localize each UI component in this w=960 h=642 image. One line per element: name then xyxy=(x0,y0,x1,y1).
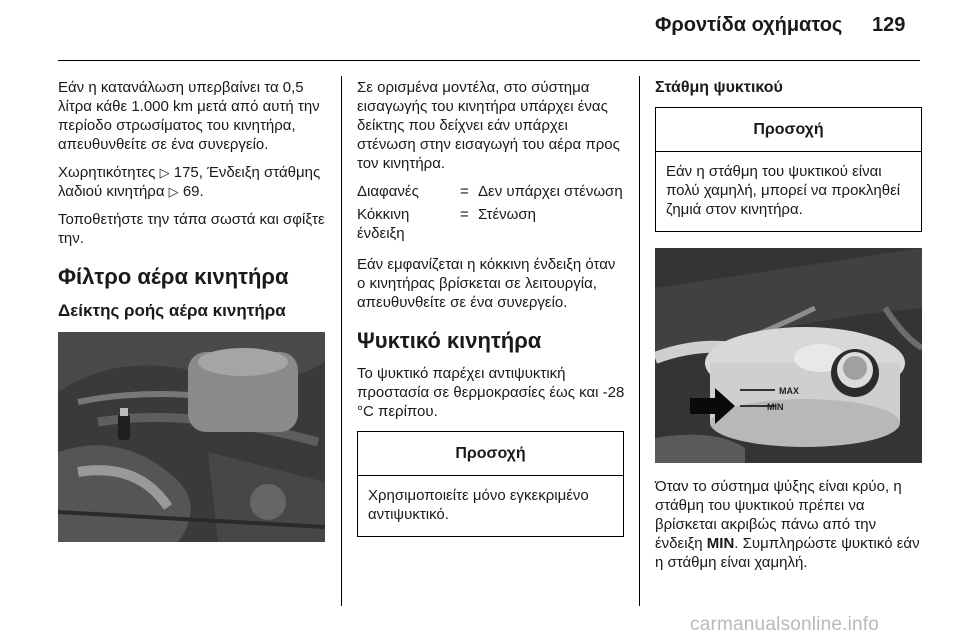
min-mark-label: MIN xyxy=(767,402,784,412)
header-divider xyxy=(58,60,920,61)
page-header-title: Φροντίδα οχήματος xyxy=(655,14,843,36)
air-filter-heading: Φίλτρο αέρα κινητήρα xyxy=(58,264,289,289)
page-ref-arrow-icon: ▷ xyxy=(159,165,170,180)
coolant-level-heading: Στάθμη ψυκτικού xyxy=(655,79,783,96)
coolant-level-text: Όταν το σύστημα ψύξης είναι κρύο, η στάθμη του ψυκτικού πρέπει να βρίσκεται ακριβώς πάνω από την ένδειξη xyxy=(655,478,902,552)
air-flow-indicator-photo xyxy=(58,332,325,542)
capacities-text: Χωρητικότητες xyxy=(58,164,160,181)
page-ref-arrow-icon: ▷ xyxy=(168,184,179,199)
definition-term: Κόκκινη ένδειξη xyxy=(357,206,410,242)
coolant-topup-text: . Συμπληρώστε ψυκτικό εάν η στάθμη είναι χαμηλή. xyxy=(655,535,920,571)
warning-title: Προσοχή xyxy=(656,108,921,152)
definition-row xyxy=(357,205,627,243)
oil-level-indicator-text: , Ένδειξη στάθμης λαδιού κινητήρα xyxy=(58,164,321,200)
definition-equals: = xyxy=(460,206,469,223)
coolant-reservoir-photo xyxy=(655,248,922,463)
coolant-warning-box xyxy=(357,431,624,537)
min-mark-bold: MIN xyxy=(706,535,735,552)
page-ref-175[interactable]: 175 xyxy=(173,164,199,181)
warning-title: Προσοχή xyxy=(358,432,623,476)
red-indicator-paragraph: Εάν εμφανίζεται η κόκκινη ένδειξη όταν ο κινητήρας βρίσκεται σε λειτουργία, απευθυνθείτε σε ένα συνεργείο. xyxy=(357,256,616,311)
warning-body: Εάν η στάθμη του ψυκτικού είναι πολύ χαμηλή, μπορεί να προκληθεί ζημιά στον κινητήρα. xyxy=(666,163,901,218)
definition-value: Δεν υπάρχει στένωση xyxy=(478,183,623,200)
column-divider-2 xyxy=(639,76,640,606)
indicator-definition-list xyxy=(357,182,627,243)
engine-coolant-heading: Ψυκτικό κινητήρα xyxy=(357,328,542,353)
column-1 xyxy=(58,78,328,542)
definition-equals: = xyxy=(460,183,469,200)
page-number: 129 xyxy=(872,14,906,36)
page-ref-69[interactable]: 69. xyxy=(182,183,204,200)
definition-row xyxy=(357,182,627,201)
column-3 xyxy=(655,78,925,581)
site-watermark: carmanualsonline.info xyxy=(690,614,880,635)
coolant-level-warning-box xyxy=(655,107,922,232)
column-2 xyxy=(357,78,627,549)
max-mark-label: MAX xyxy=(779,386,799,396)
cap-instruction-paragraph: Τοποθετήστε την τάπα σωστά και σφίξτε την. xyxy=(58,211,325,247)
definition-value: Στένωση xyxy=(478,206,536,223)
indicator-description-paragraph: Σε ορισμένα μοντέλα, στο σύστημα εισαγωγής του κινητήρα υπάρχει ένας δείκτης που δείχνει εάν υπάρχει στένωση στην εισαγωγή του αέρα προς τον κινητήρα. xyxy=(357,79,620,172)
oil-consumption-paragraph: Εάν η κατανάλωση υπερβαίνει τα 0,5 λίτρα κάθε 1.000 km μετά από αυτή την περίοδο στρωσίματος του κινητήρα, απευθυνθείτε σε ένα συνεργείο. xyxy=(58,79,320,153)
column-divider-1 xyxy=(341,76,342,606)
warning-body: Χρησιμοποιείτε μόνο εγκεκριμένο αντιψυκτικό. xyxy=(368,487,589,523)
coolant-level-paragraph xyxy=(655,477,925,572)
coolant-protection-paragraph: Το ψυκτικό παρέχει αντιψυκτική προστασία σε θερμοκρασίες έως και -28 °C περίπου. xyxy=(357,365,625,420)
capacities-reference-paragraph xyxy=(58,163,328,201)
air-flow-indicator-subheading: Δείκτης ροής αέρα κινητήρα xyxy=(58,301,286,320)
definition-term: Διαφανές xyxy=(357,183,419,200)
